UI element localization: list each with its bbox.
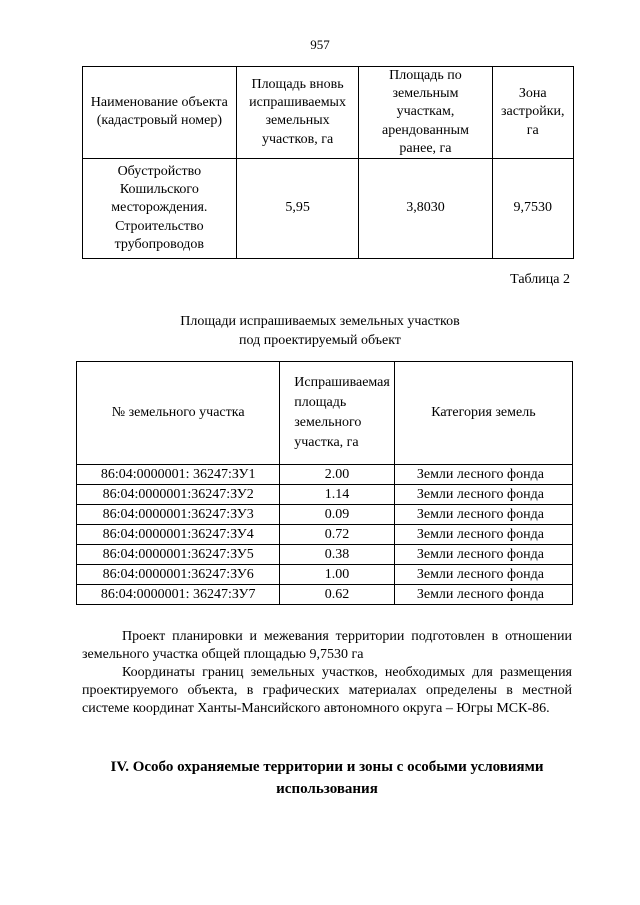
cell-leased-area: 3,8030 [359,158,492,258]
cell-plot-number: 86:04:0000001: 36247:ЗУ7 [77,585,280,605]
cell-area: 0.09 [280,505,395,525]
cell-area: 1.00 [280,565,395,585]
table-row [77,525,573,545]
table-row [77,545,573,565]
cell-plot-number: 86:04:0000001:36247:ЗУ4 [77,525,280,545]
header-leased-area: Площадь по земельным участкам, арендованным ранее, га [359,67,492,159]
section-heading: IV. Особо охраняемые территории и зоны с особыми условиями использования [110,759,544,797]
cell-build-zone: 9,7530 [492,158,574,258]
cell-area: 2.00 [280,465,395,485]
table-label: Таблица 2 [510,272,570,287]
cell-category: Земли лесного фонда [394,465,572,485]
table-row [77,505,573,525]
cell-category: Земли лесного фонда [394,505,572,525]
cell-category: Земли лесного фонда [394,585,572,605]
table-caption [0,313,640,351]
table-row [77,565,573,585]
cell-category: Земли лесного фонда [394,525,572,545]
cell-plot-number: 86:04:0000001:36247:ЗУ6 [77,565,280,585]
header-object-name: Наименование объекта (кадастровый номер) [83,67,237,159]
land-plots-table [76,361,573,605]
cell-area: 1.14 [280,485,395,505]
table-row [77,585,573,605]
cell-plot-number: 86:04:0000001: 36247:ЗУ1 [77,465,280,485]
table-caption-line: под проектируемый объект [239,332,401,348]
cell-object-name: Обустройство Кошильского месторождения. Строительство трубопроводов [83,158,237,258]
header-build-zone: Зона застройки, га [492,67,574,159]
header-new-area: Площадь вновь испрашиваемых земельных участков, га [236,67,359,159]
page-number: 957 [310,37,330,52]
cell-plot-number: 86:04:0000001:36247:ЗУ3 [77,505,280,525]
cell-category: Земли лесного фонда [394,545,572,565]
cell-category: Земли лесного фонда [394,485,572,505]
header-requested-area: Испрашиваемая площадь земельного участка, га [280,362,395,465]
body-paragraph: Координаты границ земельных участков, необходимых для размещения проектируемого объекта, в графических материалах определены в местной системе координат Ханты-Мансийского автономного округа – Югры МСК-86. [82,665,572,716]
cell-plot-number: 86:04:0000001:36247:ЗУ5 [77,545,280,565]
table-caption-line: Площади испрашиваемых земельных участков [180,314,460,329]
table-header-row [77,362,573,465]
land-area-summary-table [82,66,574,259]
body-paragraph: Проект планировки и межевания территории подготовлен в отношении земельного участка общей площадью 9,7530 га [82,629,572,662]
cell-area: 0.62 [280,585,395,605]
table-row [77,485,573,505]
header-plot-number: № земельного участка [77,362,280,465]
cell-plot-number: 86:04:0000001:36247:ЗУ2 [77,485,280,505]
table-row [77,465,573,485]
cell-new-area: 5,95 [236,158,359,258]
table-row [83,158,574,258]
header-land-category: Категория земель [394,362,572,465]
table-header-row [83,67,574,159]
cell-area: 0.72 [280,525,395,545]
cell-area: 0.38 [280,545,395,565]
cell-category: Земли лесного фонда [394,565,572,585]
